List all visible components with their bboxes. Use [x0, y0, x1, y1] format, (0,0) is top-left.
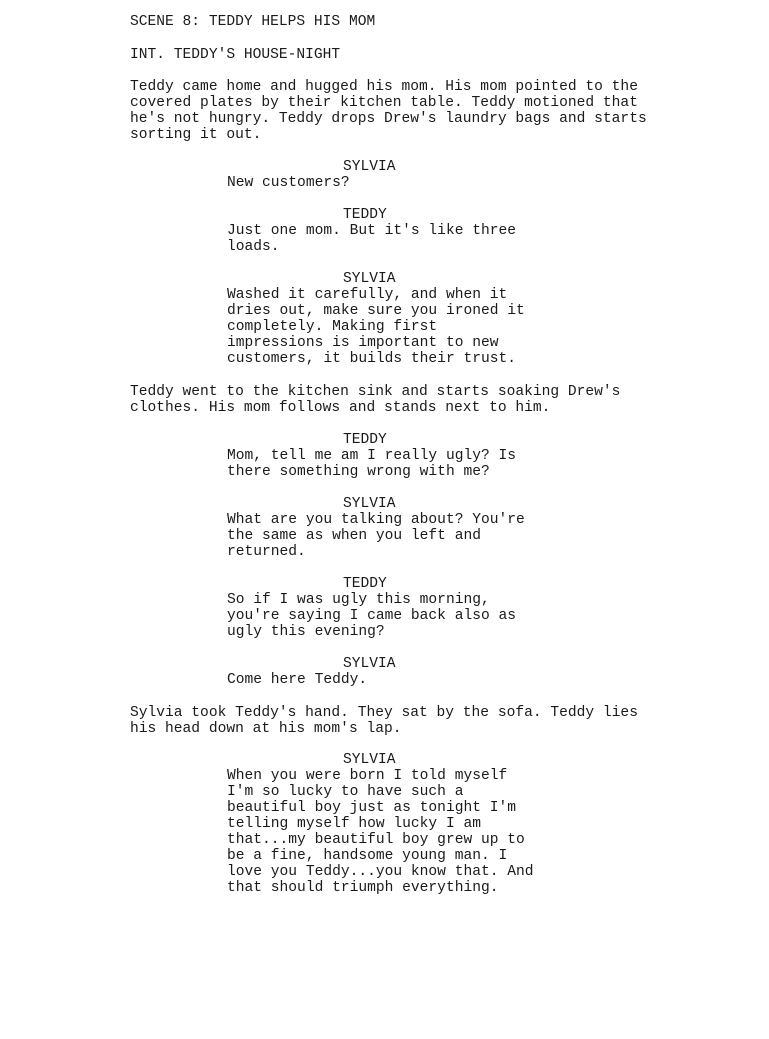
character-name: SYLVIA	[343, 271, 396, 287]
action-line: Teddy went to the kitchen sink and starts soaking Drew's clothes. His mom follows and stands next to him.	[130, 384, 621, 416]
character-name: TEDDY	[343, 432, 387, 448]
character-name: SYLVIA	[343, 656, 396, 672]
dialogue: So if I was ugly this morning, you're saying I came back also as ugly this evening?	[227, 592, 517, 640]
character-name: SYLVIA	[343, 752, 396, 768]
slugline: INT. TEDDY'S HOUSE-NIGHT	[130, 47, 341, 63]
action-line: Sylvia took Teddy's hand. They sat by the sofa. Teddy lies his head down at his mom's lap.	[130, 705, 638, 737]
dialogue: Come here Teddy.	[227, 672, 368, 688]
dialogue: What are you talking about? You're the same as when you left and returned.	[227, 512, 525, 560]
scene-heading: SCENE 8: TEDDY HELPS HIS MOM	[130, 14, 376, 30]
dialogue: New customers?	[227, 175, 350, 191]
dialogue: Mom, tell me am I really ugly? Is there something wrong with me?	[227, 448, 517, 480]
dialogue: Just one mom. But it's like three loads.	[227, 223, 517, 255]
character-name: SYLVIA	[343, 159, 396, 175]
character-name: TEDDY	[343, 576, 387, 592]
character-name: SYLVIA	[343, 496, 396, 512]
dialogue: Washed it carefully, and when it dries out, make sure you ironed it completely. Making first impressions is important to new customers, it builds their trust.	[227, 287, 525, 367]
dialogue: When you were born I told myself I'm so lucky to have such a beautiful boy just as tonight I'm telling myself how lucky I am that...my beautiful boy grew up to be a fine, handsome young man. I love you Teddy...you know that. And that should triumph everything.	[227, 768, 534, 896]
action-line: Teddy came home and hugged his mom. His mom pointed to the covered plates by their kitchen table. Teddy motioned that he's not hungry. Teddy drops Drew's laundry bags and starts sorting it out.	[130, 79, 647, 143]
character-name: TEDDY	[343, 207, 387, 223]
